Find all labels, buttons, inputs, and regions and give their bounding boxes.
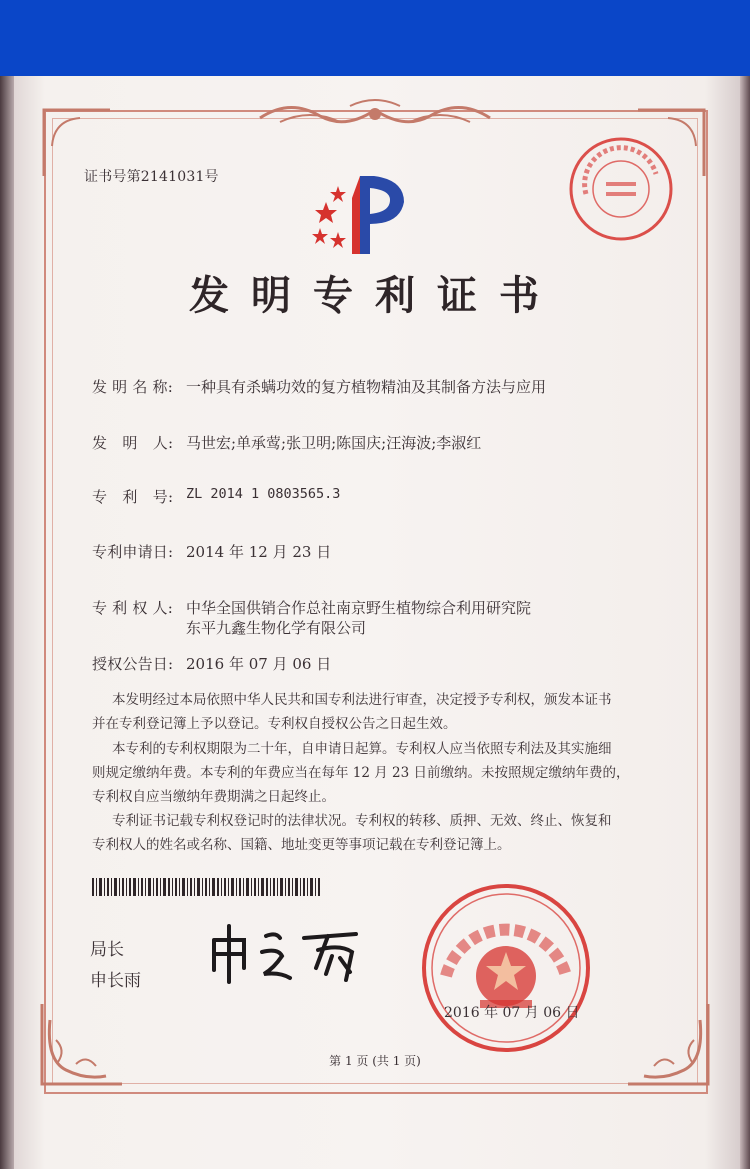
paragraph-line-4: 则规定缴纳年费。本专利的年费应当在每年 12 月 23 日前缴纳。未按照规定缴纳年费的， (92, 765, 630, 781)
certificate-number: 证书号第2141031号 (84, 169, 219, 185)
page-footer: 第 1 页 (共 1 页) (329, 1054, 421, 1068)
grant-date-label: 授权公告日: (92, 655, 174, 673)
top-banner (0, 0, 750, 76)
barcode (92, 878, 322, 896)
director-name: 申长雨 (90, 971, 141, 991)
application-date-value: 2014 年 12 月 23 日 (186, 543, 332, 561)
paragraph-line-6: 专利证书记载专利权登记时的法律状况。专利权的转移、质押、无效、终止、恢复和 (112, 813, 612, 829)
ornament-bottom-left (36, 1000, 126, 1090)
paragraph-line-1: 本发明经过本局依照中华人民共和国专利法进行审查，决定授予专利权，颁发本证书 (112, 692, 612, 708)
right-edge (740, 76, 750, 1169)
top-ornament (250, 96, 500, 136)
official-seal (418, 880, 594, 1056)
patentee-value-2: 东平九鑫生物化学有限公司 (186, 619, 367, 637)
patent-number-label: 专 利 号: (92, 488, 174, 506)
left-edge (0, 76, 14, 1169)
patent-number-value: ZL 2014 1 0803565.3 (186, 486, 341, 502)
invention-name-label: 发 明 名 称: (92, 378, 173, 396)
grant-date-value: 2016 年 07 月 06 日 (186, 655, 332, 673)
inventors-value: 马世宏;单承莺;张卫明;陈国庆;汪海波;李淑红 (186, 434, 482, 452)
patent-office-logo (304, 168, 424, 260)
patentee-label: 专 利 权 人: (92, 599, 173, 617)
patentee-value-1: 中华全国供销合作总社南京野生植物综合利用研究院 (186, 599, 532, 617)
paragraph-line-7: 专利权人的姓名或名称、国籍、地址变更等事项记载在专利登记簿上。 (92, 837, 511, 853)
paragraph-line-5: 专利权自应当缴纳年费期满之日起终止。 (92, 789, 335, 805)
paragraph-line-2: 并在专利登记簿上予以登记。专利权自授权公告之日起生效。 (92, 716, 457, 732)
certificate-title: 发明专利证书 (189, 272, 561, 319)
ornament-bottom-right (624, 1000, 714, 1090)
application-date-label: 专利申请日: (92, 543, 174, 561)
agency-seal-small (566, 134, 676, 244)
director-title: 局长 (90, 940, 124, 960)
inventors-label: 发 明 人: (92, 434, 174, 452)
invention-name-value: 一种具有杀螨功效的复方植物精油及其制备方法与应用 (186, 378, 547, 396)
director-signature (200, 918, 370, 988)
paragraph-line-3: 本专利的专利权期限为二十年，自申请日起算。专利权人应当依照专利法及其实施细 (112, 741, 612, 757)
seal-date: 2016 年 07 月 06 日 (444, 1005, 580, 1021)
